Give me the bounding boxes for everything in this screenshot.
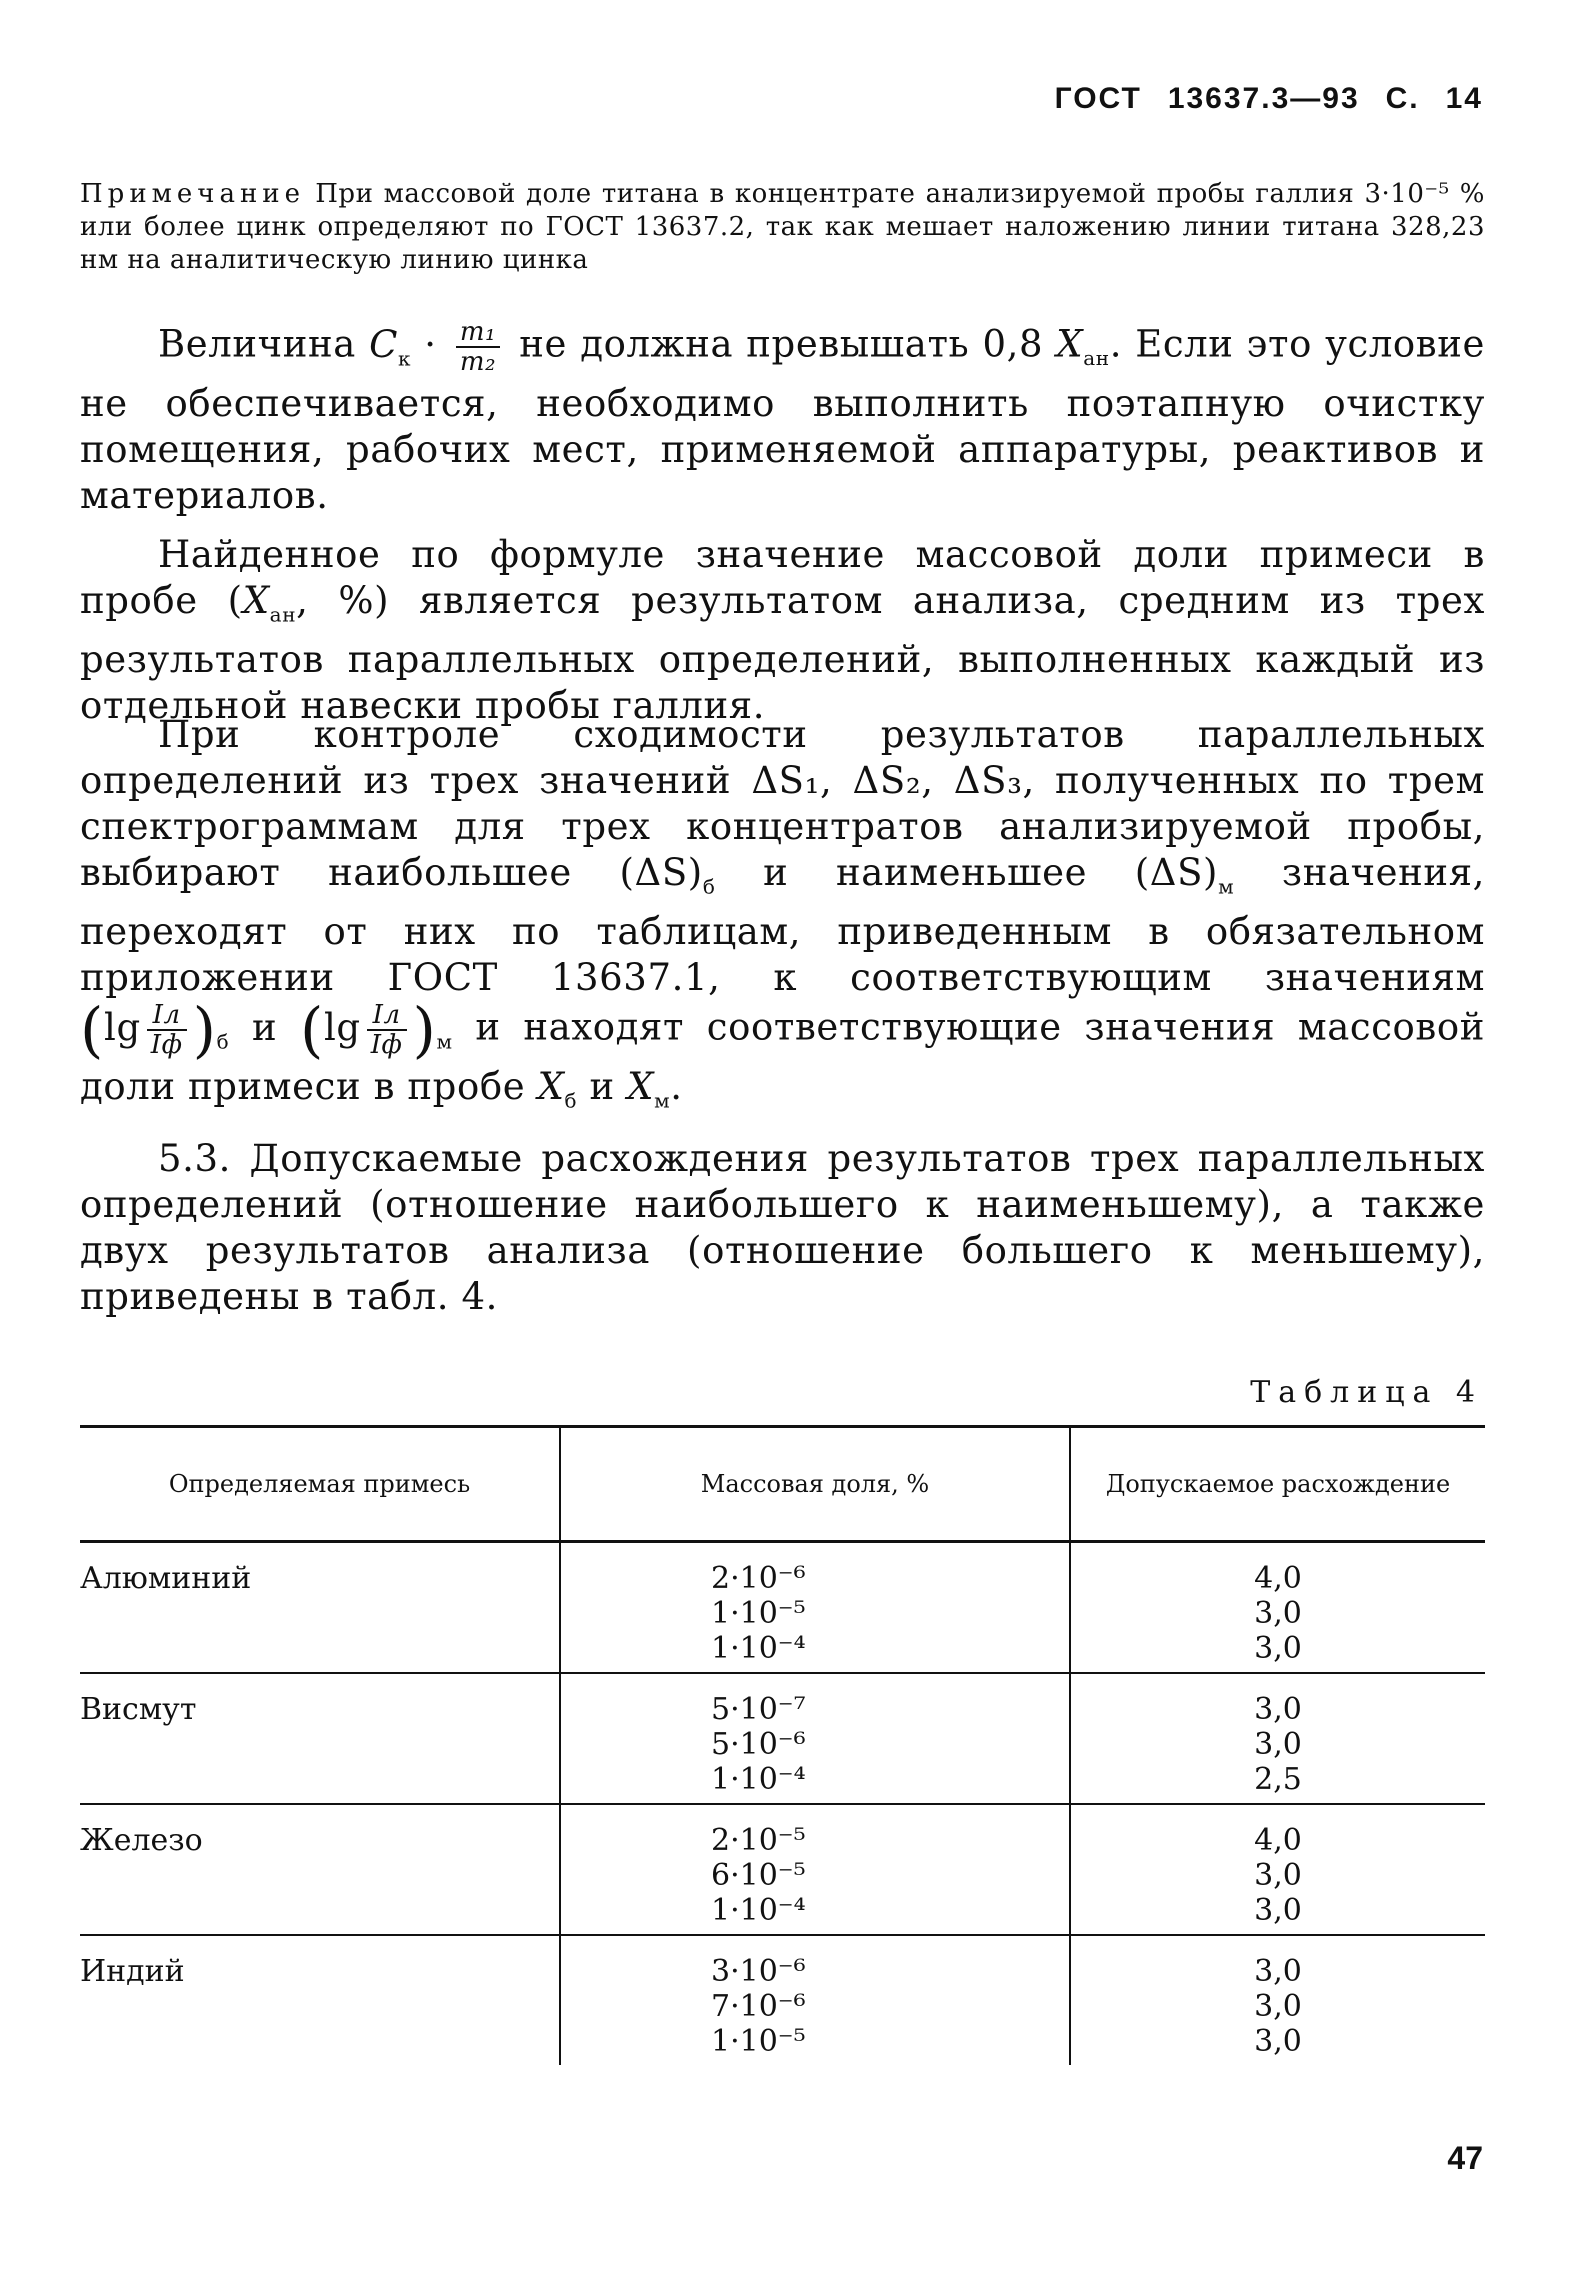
p1-x: X xyxy=(1056,322,1084,366)
cell-allowed-diff xyxy=(1070,1935,1485,2065)
value: 1·10⁻⁴ xyxy=(711,1631,806,1666)
p2-text-b: , %) является результатом анализа, средним из трех результатов параллельных определений, выполненных каждый из отдельной навески пробы галлия. xyxy=(80,579,1485,728)
diff: 4,0 xyxy=(1254,1823,1302,1858)
p1-ck: C xyxy=(369,322,398,366)
cell-impurity: Алюминий xyxy=(80,1542,560,1674)
value: 5·10⁻⁷ xyxy=(711,1692,806,1727)
cell-mass-fraction xyxy=(560,1804,1070,1935)
p3-sub-m: м xyxy=(1218,874,1235,899)
header-mass-fraction: Массовая доля, % xyxy=(560,1427,1070,1542)
header-gost: ГОСТ xyxy=(1054,82,1142,115)
p3-text-a: При контроле сходимости результатов параллельных определений из трех значений ΔS₁, ΔS₂, ΔS₃, полученных по трем спектрограммам для трех концентратов анализируемой пробы, выбирают наибольшее (ΔS) xyxy=(80,713,1485,894)
header-page: 14 xyxy=(1445,82,1483,115)
p3-and2: и xyxy=(577,1065,628,1109)
value: 1·10⁻⁴ xyxy=(711,1762,806,1797)
p3-xb-sub: б xyxy=(564,1088,578,1113)
cell-mass-fraction xyxy=(560,1673,1070,1804)
value: 2·10⁻⁶ xyxy=(711,1561,806,1596)
p3-num-2: Iл xyxy=(367,1001,407,1031)
value: 1·10⁻⁴ xyxy=(711,1893,806,1928)
p3-num-1: Iл xyxy=(147,1001,187,1031)
diff: 3,0 xyxy=(1254,1596,1302,1631)
p3-text-c: значения, переходят от них по таблицам, приведенным в обязательном приложении ГОСТ 13637.1, к соответствующим значениям xyxy=(80,851,1485,1000)
paragraph-5-3 xyxy=(80,1136,1485,1320)
cell-mass-fraction xyxy=(560,1935,1070,2065)
value: 1·10⁻⁵ xyxy=(711,2024,806,2059)
p3-lg-2: lg xyxy=(323,1005,361,1049)
diff: 3,0 xyxy=(1254,1858,1302,1893)
p1-dot: · xyxy=(411,322,450,366)
table-header-row xyxy=(80,1427,1485,1542)
table-row xyxy=(80,1935,1485,2065)
p3-lg-1: lg xyxy=(104,1005,141,1049)
p3-text-b: и наименьшее (ΔS) xyxy=(715,851,1219,894)
cell-mass-fraction xyxy=(560,1542,1070,1674)
p2-x: X xyxy=(242,579,270,622)
cell-allowed-diff xyxy=(1070,1804,1485,1935)
diff: 3,0 xyxy=(1254,2024,1302,2059)
header-allowed-diff: Допускаемое расхождение xyxy=(1070,1427,1485,1542)
p3-and: и xyxy=(229,1005,300,1049)
diff: 3,0 xyxy=(1254,1954,1302,1989)
paragraph-result xyxy=(80,532,1485,729)
p2-text-a: Найденное по формуле значение массовой доли примеси в пробе ( xyxy=(80,533,1485,622)
page-header xyxy=(1029,82,1483,116)
cell-impurity: Железо xyxy=(80,1804,560,1935)
value: 6·10⁻⁵ xyxy=(711,1858,806,1893)
p3-den-1: Iф xyxy=(150,1030,183,1061)
p4-text: 5.3. Допускаемые расхождения результатов трех параллельных определений (отношение наибольшего к наименьшему), а также двух результатов анализа (отношение большего к меньшему), приведены в табл. 4. xyxy=(80,1137,1485,1318)
paragraph-convergence xyxy=(80,712,1485,1124)
p3-end: . xyxy=(670,1065,683,1109)
note-label: Примечание xyxy=(80,179,305,209)
p3-text-d: и находят соответствующие значения массовой доли примеси в пробе xyxy=(80,1005,1486,1109)
value: 3·10⁻⁶ xyxy=(711,1954,806,1989)
diff: 3,0 xyxy=(1254,1692,1302,1727)
cell-allowed-diff xyxy=(1070,1542,1485,1674)
p3-den-2: Iф xyxy=(370,1030,403,1061)
cell-allowed-diff xyxy=(1070,1673,1485,1804)
diff: 3,0 xyxy=(1254,1631,1302,1666)
p2-x-sub: ан xyxy=(269,602,297,627)
diff: 2,5 xyxy=(1254,1762,1302,1797)
value: 5·10⁻⁶ xyxy=(711,1727,806,1762)
note-paragraph xyxy=(80,178,1485,277)
cell-impurity: Висмут xyxy=(80,1673,560,1804)
p3-sub-b: б xyxy=(702,874,716,899)
value: 2·10⁻⁵ xyxy=(711,1823,806,1858)
diff: 3,0 xyxy=(1254,1727,1302,1762)
table-row xyxy=(80,1542,1485,1674)
header-page-label: С. xyxy=(1385,82,1420,115)
p3-formula: (lg $\frac{Iл}{Iф}$ )$_б$ и (lg $\frac{Iл}{Iф}$ )$_м$ xyxy=(80,995,453,1066)
cell-impurity: Индий xyxy=(80,1954,185,1989)
p1-fraction xyxy=(456,318,500,376)
p1-text-b: не должна превышать 0,8 xyxy=(506,322,1057,366)
data-table xyxy=(80,1425,1485,2065)
header-number: 13637.3—93 xyxy=(1167,82,1360,115)
table-title: Таблица 4 xyxy=(1250,1375,1483,1410)
p1-text-c: . Если это условие не обеспечивается, необходимо выполнить поэтапную очистку помещения, рабочих мест, применяемой аппаратуры, реактивов и материалов. xyxy=(80,322,1485,517)
p3-xm: X xyxy=(627,1065,655,1109)
p3-xb: X xyxy=(537,1065,565,1109)
p3-formula-sub-m: м xyxy=(436,1029,453,1054)
note-text: При массовой доле титана в концентрате анализируемой пробы галлия 3·10⁻⁵ % или более цинк определяют по ГОСТ 13637.2, так как мешает наложению линии титана 328,23 нм на аналитическую линию цинка xyxy=(80,179,1485,275)
p1-frac-num: m₁ xyxy=(456,318,500,348)
header-impurity: Определяемая примесь xyxy=(80,1427,560,1542)
p1-ck-sub: к xyxy=(398,345,412,370)
table-row xyxy=(80,1673,1485,1804)
p1-frac-den: m₂ xyxy=(459,347,497,377)
diff: 3,0 xyxy=(1254,1893,1302,1928)
p3-formula-sub-b: б xyxy=(216,1029,230,1054)
p3-xm-sub: м xyxy=(654,1088,671,1113)
diff: 4,0 xyxy=(1254,1561,1302,1596)
diff: 3,0 xyxy=(1254,1989,1302,2024)
value: 1·10⁻⁵ xyxy=(711,1596,806,1631)
page-number: 47 xyxy=(1447,2140,1483,2176)
table-row xyxy=(80,1804,1485,1935)
value: 7·10⁻⁶ xyxy=(711,1989,806,2024)
p1-text-a: Величина xyxy=(158,322,370,366)
paragraph-value-condition xyxy=(80,318,1485,519)
p1-x-sub: ан xyxy=(1083,345,1110,370)
